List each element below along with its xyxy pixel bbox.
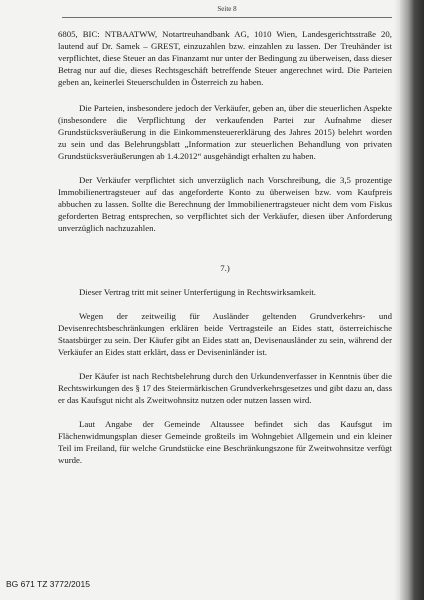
paragraph-citizenship: Wegen der zeitweilig für Ausländer geltenden Grundverkehrs- und Devisenrechtsbeschränkungen erklären beide Vertragsteile an Eides statt, österreichische Staatsbürger zu sein. Der Käufer gibt an Eides statt an, Devisenausländer zu sein, während der Verkäufer an Eides statt erklärt, dass er Deviseninländer ist. — [58, 311, 392, 357]
paragraph-tax-aspects: Die Parteien, insbesondere jedoch der Verkäufer, geben an, über die steuerlichen Aspekte (insbesondere die Verpflichtung der verkaufenden Partei zur Aufnahme dieser Grundstücksveräußerung in die Einkommensteuererklärung des Jahres 2015) belehrt worden zu sein und das Belehrungsblatt „Information zur steuerlichen Behandlung von privaten Grundstücksveräußerungen ab 1.4.2012“ ausgehändigt erhalten zu haben. — [58, 103, 392, 161]
scan-edge — [400, 0, 424, 600]
section-number: 7.) — [220, 263, 230, 273]
page-number: Seite 8 — [217, 5, 237, 13]
header-rule — [62, 17, 392, 18]
court-reference: BG 671 TZ 3772/2015 — [6, 579, 90, 589]
paragraph-effectiveness: Dieser Vertrag tritt mit seiner Unterfertigung in Rechtswirksamkeit. — [79, 287, 316, 297]
page-header — [62, 4, 392, 22]
paragraph-flaechenwidmung: Laut Angabe der Gemeinde Altaussee befindet sich das Kaufsgut im Flächenwidmungsplan dieser Gemeinde großteils im Wohngebiet Allgemein und ein kleiner Teil im Freiland, für welche Grundstücke eine Beschränkungszone für Zweitwohnsitze verfügt wurde. — [58, 419, 392, 465]
paragraph-immobilienertragsteuer: Der Verkäufer verpflichtet sich unverzüglich nach Vorschreibung, die 3,5 prozentige Immobilienertragsteuer auf das angeforderte Konto zu überweisen bzw. vom Kaufpreis abbuchen zu lassen. Sollte die Berechnung der Immobilienertragsteuer nicht dem vom Fiskus geforderten Betrag entsprechen, so verpflichtet sich der Verkäufer, diesen über Anforderung unverzüglich nachzuzahlen. — [58, 175, 392, 233]
paragraph-grundverkehr: Der Käufer ist nach Rechtsbelehrung durch den Urkundenverfasser in Kenntnis über die Rechtswirkungen des § 17 des Steiermärkischen Grundverkehrsgesetzes und gibt dazu an, dass er das Kaufsgut nicht als Zweitwohnsitz nutzen oder nutzen lassen wird. — [58, 371, 392, 405]
document-body — [58, 28, 392, 466]
paragraph-bank-details: 6805, BIC: NTBAATWW, Notartreuhandbank AG, 1010 Wien, Landesgerichtsstraße 20, lautend auf Dr. Samek – GREST, einzuzahlen bzw. einzahlen zu lassen. Der Treuhänder ist verpflichtet, diese Steuer an das Finanzamt nur unter der Bedingung zu überweisen, dass dieser Betrag nur auf die, dieses Rechtsgeschäft betreffende Steuer angerechnet wird. Die Parteien geben an, keinerlei Steuerschulden in Österreich zu haben. — [58, 29, 392, 87]
